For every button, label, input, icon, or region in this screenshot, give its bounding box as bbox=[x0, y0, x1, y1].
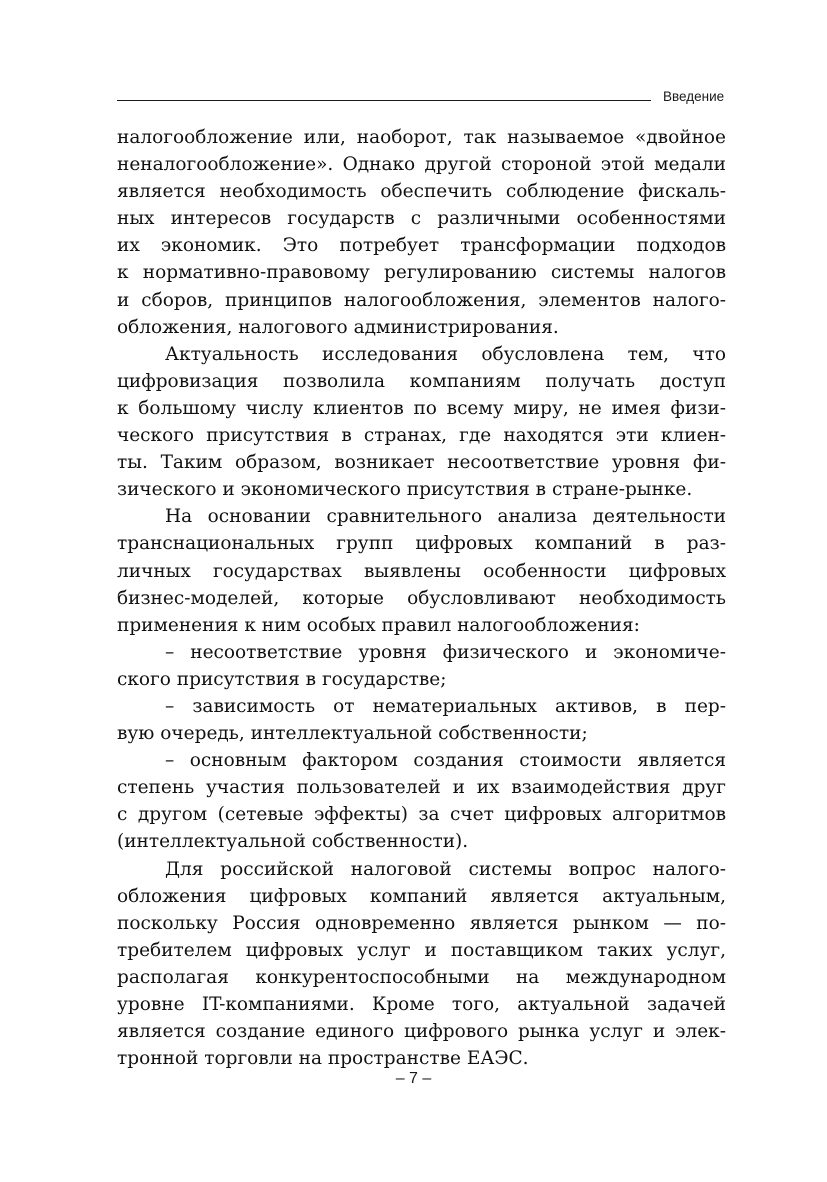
text-line: поскольку Россия одновременно является рынком — по- bbox=[117, 912, 726, 934]
text-line: к большому числу клиентов по всему миру, не имея физи- bbox=[117, 397, 726, 419]
text-line: (интеллектуальной собственности). bbox=[117, 831, 469, 853]
text-line: обложения цифровых компаний является актуальным, bbox=[117, 885, 726, 907]
list-item bbox=[117, 747, 726, 855]
text-line: ского присутствия в государстве; bbox=[117, 668, 447, 690]
header-rule bbox=[117, 100, 651, 101]
paragraph bbox=[117, 856, 726, 1073]
text-line: На основании сравнительного анализа деятельности bbox=[165, 506, 726, 528]
text-line: тронной торговли на пространстве ЕАЭС. bbox=[117, 1048, 529, 1070]
text-line: их экономик. Это потребует трансформации подходов bbox=[117, 235, 726, 257]
text-line: вую очередь, интеллектуальной собственности; bbox=[117, 723, 588, 745]
text-line: требителем цифровых услуг и поставщиком таких услуг, bbox=[117, 939, 726, 961]
text-line: – основным фактором создания стоимости является bbox=[165, 750, 726, 772]
text-line: цифровизация позволила компаниям получать доступ bbox=[117, 370, 726, 392]
text-line: ных интересов государств с различными особенностями bbox=[117, 208, 726, 230]
page-number: – 7 – bbox=[395, 1070, 432, 1087]
text-line: Для российской налоговой системы вопрос налого- bbox=[165, 858, 726, 880]
text-line: неналогообложение». Однако другой стороной этой медали bbox=[117, 154, 726, 176]
text-line: транснациональных групп цифровых компаний в раз- bbox=[117, 533, 726, 555]
body-text bbox=[117, 124, 726, 1072]
text-line: располагая конкурентоспособными на международном bbox=[117, 966, 726, 988]
text-line: с другом (сетевые эффекты) за счет цифровых алгоритмов bbox=[117, 804, 726, 826]
text-line: обложения, налогового администрирования. bbox=[117, 316, 559, 338]
text-line: ческого присутствия в странах, где находятся эти клиен- bbox=[117, 425, 726, 447]
running-header: Введение bbox=[663, 89, 725, 104]
text-line: является необходимость обеспечить соблюдение фискаль- bbox=[117, 181, 726, 203]
list-item bbox=[117, 639, 726, 693]
text-line: бизнес-моделей, которые обусловливают необходимость bbox=[117, 587, 726, 609]
text-line: – зависимость от нематериальных активов, в пер- bbox=[165, 695, 726, 717]
text-line: зического и экономического присутствия в стране-рынке. bbox=[117, 479, 693, 501]
paragraph bbox=[117, 503, 726, 638]
text-line: налогообложение или, наоборот, так называемое «двойное bbox=[117, 127, 726, 148]
text-line: – несоответствие уровня физического и экономиче- bbox=[165, 641, 726, 663]
paragraph bbox=[117, 124, 726, 341]
text-line: уровне IT-компаниями. Кроме того, актуальной задачей bbox=[117, 994, 726, 1015]
text-line: является создание единого цифрового рынка услуг и элек- bbox=[117, 1021, 726, 1043]
text-line: применения к ним особых правил налогообложения: bbox=[117, 614, 640, 636]
text-line: к нормативно-правовому регулированию системы налогов bbox=[117, 262, 726, 284]
list-item bbox=[117, 693, 726, 747]
text-line: Актуальность исследования обусловлена тем, что bbox=[165, 343, 726, 365]
text-line: степень участия пользователей и их взаимодействия друг bbox=[117, 777, 726, 799]
text-line: личных государствах выявлены особенности цифровых bbox=[117, 560, 726, 582]
text-line: ты. Таким образом, возникает несоответствие уровня фи- bbox=[117, 452, 726, 474]
text-line: и сборов, принципов налогообложения, элементов налого- bbox=[117, 289, 726, 311]
paragraph bbox=[117, 341, 726, 504]
